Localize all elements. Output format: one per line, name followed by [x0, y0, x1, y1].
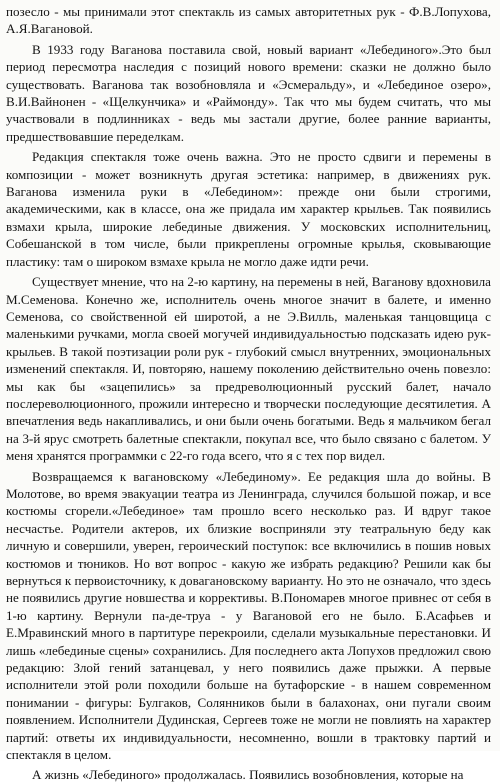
paragraph-5: Возвращаемся к вагановскому «Лебединому». Ее редакция шла до войны. В Молотове, во время эвакуации театра из Ленинграда, случился большой пожар, и все костюмы сгорели.«Лебединое» там прошло всего несколько раз. И вдруг такое несчастье. Родители актеров, их близкие восприняли эту театральную беду как личную и совершили, уверен, героический поступок: все включились в пошив новых костюмов и тюников. Но вот вопрос - какую же избрать редакцию? Решили как бы вернуться к первоисточнику, к довагановскому варианту. Но это не означало, что здесь не появились другие новшества и коррективы. В.Пономарев многое привнес от себя в 1-ю картину. Вернули па-де-труа - у Вагановой его не было. Б.Асафьев и Е.Мравинский много в партитуре перекроили, сделали музыкальные перестановки. И лишь «лебединые сцены» сохранились. Для последнего акта Лопухов предложил свою редакцию: Злой гений затанцевал, у него появились даже прыжки. А первые исполнители этой роли походили больше на бутафорские - в нашем современном понимании - фигуры: Булгаков, Солянников были в балахонах, они пугали своим появлением. Исполнители Дудинская, Сергеев тоже не могли не повлиять на характер партий: ответы их индивидуальности, несомненно, вошли в трактовку партий и спектакля в целом. [6, 468, 491, 763]
paragraph-4: Существует мнение, что на 2-ю картину, на перемены в ней, Ваганову вдохновила М.Семенова. Конечно же, исполнитель очень многое значит в балете, и именно Семенова, со свойственной ей широтой, а не Э.Вилль, маленькая танцовщица с маленькими ручками, могла своей могучей индивидуальностью подсказать идею рук-крыльев. В такой поэтизации роли рук - глубокий смысл внутренних, эмоциональных изменений спектакля. И, повторяю, нашему поколению действительно очень повезло: мы как бы «зацепились» за предреволюционный русский балет, начало послереволюционного, прожили интересно и творчески последующие десятилетия. А впечатления ведь накапливались, и они были очень богатыми. Ведь я мальчиком бегал на 3-й ярус смотреть балетные спектакли, покупал все, что было связано с балетом. У меня хранятся программки с 22-го года всего, что я с тех пор видел. [6, 274, 491, 464]
paragraph-2: В 1933 году Ваганова поставила свой, новый вариант «Лебединого».Это был период пересмотра наследия с позиций нового времени: сказки не должно было существовать. Ваганова так возобновляла и «Эсмеральду», и «Лебединое озеро», В.И.Вайнонен - «Щелкунчика» и «Раймонду». Так что мы будем считать, что мы участвовали в подлинниках - ведь мы застали другие, более ранние варианты, предшествовавшие переделкам. [6, 41, 491, 144]
paragraph-3: Редакция спектакля тоже очень важна. Это не просто сдвиги и перемены в композиции - может возникнуть другая эстетика: например, в движениях рук. Ваганова изменила руки в «Лебедином»: прежде они были строгими, академическими, как в классе, она же придала им характер крыльев. Так появились взмахи крыла, широкие лебединые движения. У московских исполнительниц, Собешанской в том числе, были прикреплены огромные крылья, сковывающие пластику: там о широком взмахе крыла не могло даже идти речи. [6, 149, 491, 269]
paragraph-6: А жизнь «Лебединого» продолжалась. Появились возобновления, которые на [32, 767, 464, 783]
paragraph-1: позесло - мы принимали этот спектакль из самых авторитетных рук - Ф.В.Лопухова, А.Я.Вагановой. [6, 4, 491, 37]
